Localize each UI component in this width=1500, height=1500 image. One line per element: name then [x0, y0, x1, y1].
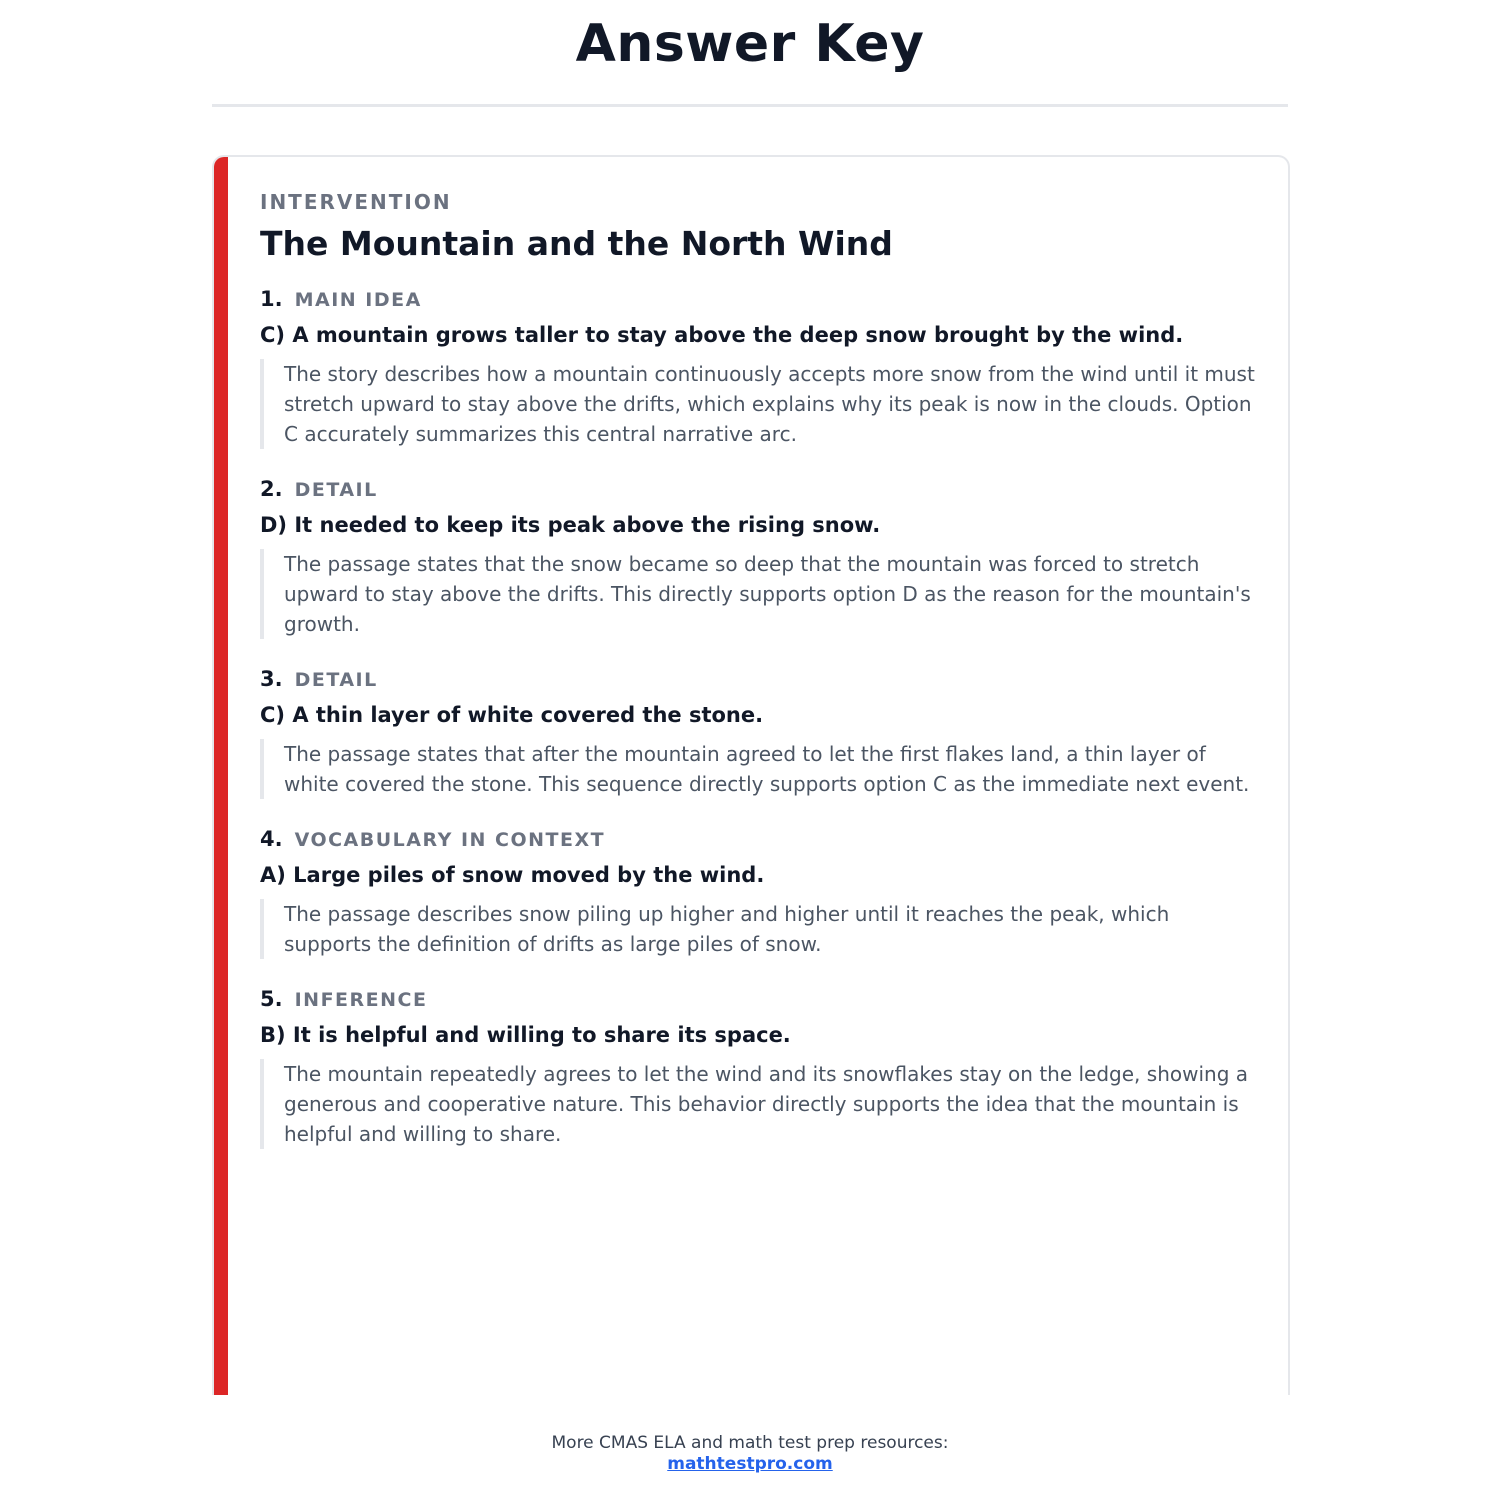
answer-explanation: The story describes how a mountain continuously accepts more snow from the wind until it must stretch upward to stay above the drifts, which explains why its peak is now in the clouds. Option C accurately summarizes this central narrative arc.: [260, 359, 1260, 449]
page-footer: [0, 1433, 1500, 1475]
title-divider: [212, 104, 1288, 107]
correct-answer: A) Large piles of snow moved by the wind.: [260, 863, 765, 887]
question-item: [260, 477, 1260, 639]
question-item: [260, 987, 1260, 1149]
question-number: 2.: [260, 477, 283, 501]
category-label: INTERVENTION: [260, 190, 452, 214]
question-item: [260, 287, 1260, 449]
answer-explanation: The passage states that after the mountain agreed to let the first flakes land, a thin layer of white covered the stone. This sequence directly supports option C as the immediate next event.: [260, 739, 1260, 799]
answer-explanation: The passage describes snow piling up higher and higher until it reaches the peak, which supports the definition of drifts as large piles of snow.: [260, 899, 1260, 959]
answer-explanation: The passage states that the snow became so deep that the mountain was forced to stretch upward to stay above the drifts. This directly supports option D as the reason for the mountain's growth.: [260, 549, 1260, 639]
passage-title: The Mountain and the North Wind: [260, 224, 893, 263]
question-type: DETAIL: [294, 479, 378, 501]
answer-card: [212, 155, 1290, 1395]
question-type: DETAIL: [294, 669, 378, 691]
correct-answer: C) A mountain grows taller to stay above the deep snow brought by the wind.: [260, 323, 1184, 347]
question-type: VOCABULARY IN CONTEXT: [294, 829, 606, 851]
footer-text: More CMAS ELA and math test prep resources:: [551, 1433, 949, 1453]
question-number: 3.: [260, 667, 283, 691]
question-item: [260, 827, 1260, 959]
question-number: 4.: [260, 827, 283, 851]
correct-answer: D) It needed to keep its peak above the rising snow.: [260, 513, 881, 537]
correct-answer: C) A thin layer of white covered the stone.: [260, 703, 764, 727]
correct-answer: B) It is helpful and willing to share its space.: [260, 1023, 791, 1047]
question-type: INFERENCE: [294, 989, 428, 1011]
question-number: 1.: [260, 287, 283, 311]
card-accent-bar: [214, 157, 228, 1395]
question-number: 5.: [260, 987, 283, 1011]
footer-link[interactable]: mathtestpro.com: [667, 1454, 833, 1474]
question-item: [260, 667, 1260, 799]
question-type: MAIN IDEA: [294, 289, 422, 311]
page-title: Answer Key: [575, 14, 925, 74]
answer-explanation: The mountain repeatedly agrees to let the wind and its snowflakes stay on the ledge, showing a generous and cooperative nature. This behavior directly supports the idea that the mountain is helpful and willing to share.: [260, 1059, 1260, 1149]
